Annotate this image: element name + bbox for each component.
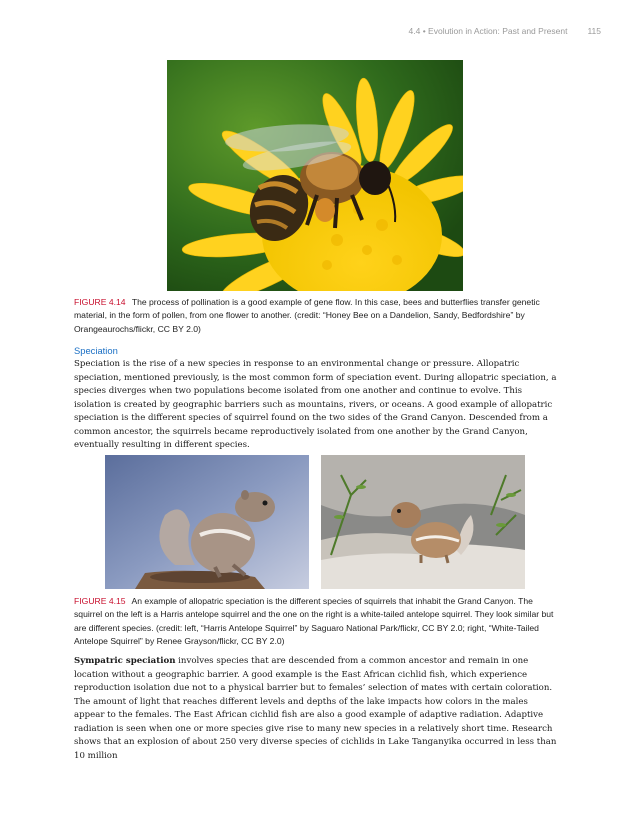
paragraph-text: involves species that are descended from a common ancestor and remain in one location without a geographic barrier. A good example is the East African cichlid fish, which experience reproduction isolation due not to a physical barrier but to females’ selection of mates with certain coloration. The amount of light that reaches different levels and depths of the lake impacts how colors in the males appear to the females. The East African cichlid fish are also a good example of adaptive radiation. Adaptive radiation is seen when one or more species give rise to many new species in a relatively short time. Research shows that an explosion of about 250 very diverse species of cichlids in Lake Tanganyika occurred in less than 10 million [74,656,557,761]
sympatric-speciation-paragraph [74,655,558,763]
speciation-paragraph: Speciation is the rise of a new species in response to an environmental change or pressure. Allopatric speciation, mentioned previously, is the most common form of speciation event. During allopatric speciation, a species diverges when two populations become isolated from one another and continue to evolve. This isolation is created by geographic barriers such as mountains, rivers, or oceans. A good example of allopatric speciation is the different species of squirrel found on the two sides of the Grand Canyon. Descended from a common ancestor, the squirrels became reproductively isolated from one another by the Grand Canyon, eventually resulting in different species. [74,359,557,450]
harris-antelope-squirrel-photo [105,455,309,589]
section-heading-speciation: Speciation [74,345,118,356]
figure-4-15-caption [74,595,556,649]
figure-label: FIGURE 4.15 [74,596,126,606]
white-tailed-antelope-squirrel-photo [321,455,525,589]
running-header [409,24,601,38]
caption-text: An example of allopatric speciation is the different species of squirrels that inhabit the Grand Canyon. The squirrel on the left is a Harris antelope squirrel and the one on the right is a white-tailed antelope squirrel. They look similar but are different species. (credit: left, “Harris Antelope Squirrel” by Saguaro National Park/flickr, CC BY 2.0; right, “White-Tailed Antelope Squirrel” by Renee Grayson/flickr, CC BY 2.0) [74,596,554,647]
caption-text: The process of pollination is a good example of gene flow. In this case, bees and butterflies transfer genetic material, in the form of pollen, from one flower to another. (credit: “Honey Bee on a Dandelion, Sandy, Bedfordshire” by Orangeaurochs/flickr, CC BY 2.0) [74,297,540,334]
figure-label: FIGURE 4.14 [74,297,126,307]
page-number: 115 [587,26,601,36]
key-term: Sympatric speciation [74,656,176,666]
figure-4-14-caption [74,296,556,336]
header-section-title: 4.4 • Evolution in Action: Past and Present [408,26,568,36]
bee-on-dandelion-photo [167,60,463,291]
